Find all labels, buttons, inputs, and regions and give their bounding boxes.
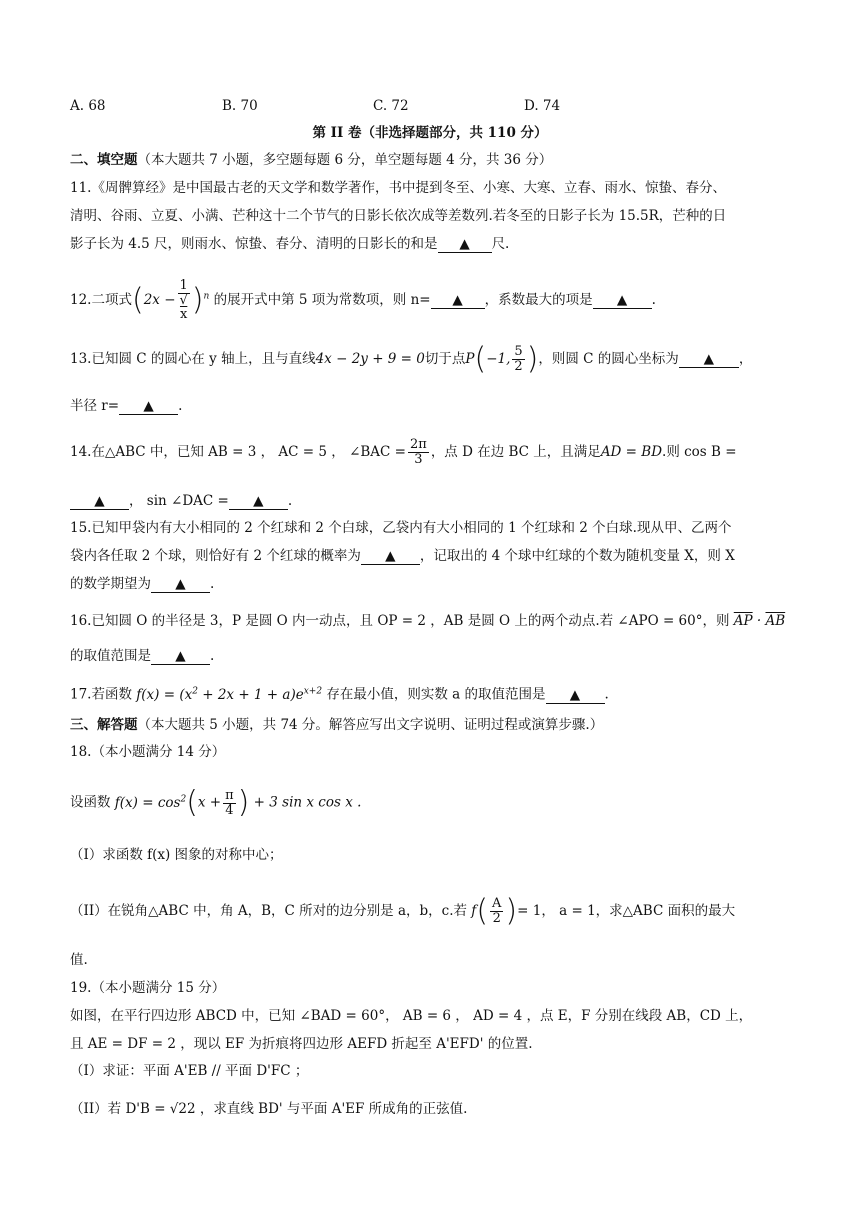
choice-d: D. 74 — [524, 98, 561, 114]
q18-fa: f — [467, 903, 477, 919]
q18-part2-end: 值. — [70, 952, 88, 968]
choice-a: A. 68 — [70, 98, 106, 114]
section2-head: 二、填空题 — [70, 152, 138, 168]
answer-blank: ▲ — [593, 292, 652, 309]
paren-right: ) — [191, 282, 204, 318]
choice-c: C. 72 — [373, 98, 409, 114]
section3-head: 三、解答题 — [70, 717, 138, 733]
q13-point-x: −1, — [486, 351, 511, 367]
q13-point: P — [465, 351, 475, 367]
q14-line1 — [70, 437, 800, 467]
paren-right: ) — [237, 785, 250, 820]
paren-left: ( — [131, 282, 144, 318]
q19-line2: 且 AE = DF = 2 ，现以 EF 为折痕将四边形 AEFD 折起至 A'EFD' 的位置. — [70, 1036, 533, 1052]
q18-part1: （I）求函数 f(x) 图象的对称中心； — [70, 847, 283, 863]
answer-blank: ▲ — [361, 548, 420, 565]
q16-vectors: $\overline{AP} \cdot \overline{AB}$ — [733, 613, 786, 629]
q12-mid: 的展开式中第 5 项为常数项，则 n= — [213, 292, 431, 308]
q18-fraction: $\frac{\pi}{4}$ — [225, 787, 234, 818]
q19-line1: 如图，在平行四边形 ABCD 中，已知 ∠BAD = 60°， AB = 6 ， AD = 4 ，点 E，F 分别在线段 AB，CD 上， — [70, 1008, 753, 1024]
q18-a-over-2: $\frac{A}{2}$ — [492, 896, 502, 926]
q16-line1 — [70, 611, 800, 631]
q18-end: + 3 sin x cos x . — [249, 794, 362, 811]
q16-l2a: 的取值范围是 — [70, 648, 151, 664]
part2-title: 第 II 卷（非选择题部分，共 110 分） — [312, 125, 548, 141]
q14-line2 — [70, 491, 800, 511]
q14-pre: 14.在△ABC 中，已知 AB = 3 ， AC = 5 ， ∠BAC = — [70, 444, 406, 460]
q12-pre: 12.二项式 — [70, 292, 132, 308]
choice-b: B. 70 — [222, 98, 258, 114]
q15-line1: 15.已知甲袋内有大小相同的 2 个红球和 2 个白球，乙袋内有大小相同的 1 个红球和 2 个白球.现从甲、乙两个 — [70, 520, 732, 536]
q13-line1 — [70, 341, 800, 377]
q18-pre: 设函数 — [70, 794, 111, 811]
q13-l2end: . — [178, 398, 183, 414]
q14-l2mid: ， sin ∠DAC = — [129, 493, 229, 509]
q17-pre: 17.若函数 — [70, 686, 132, 703]
q17-line — [70, 681, 800, 705]
paren-right: ) — [526, 341, 539, 377]
q13-fraction: $\frac{5}{2}$ — [514, 344, 523, 374]
q13-pre: 13.已知圆 C 的圆心在 y 轴上，且与直线 — [70, 351, 316, 367]
q13-l2: 半径 r= — [70, 398, 120, 414]
q13-mid2: ，则圆 C 的圆心坐标为 — [538, 351, 679, 367]
q12-line — [70, 279, 800, 322]
q13-end: ， — [738, 351, 753, 367]
q14-fraction: $\frac{2\pi}{3}$ — [409, 437, 427, 467]
q14-mid: ，点 D 在边 BC 上，且满足 — [430, 444, 601, 460]
paren-left: ( — [186, 785, 198, 820]
answer-blank: ▲ — [70, 493, 129, 510]
q16-l1: 16.已知圆 O 的半径是 3，P 是圆 O 内一动点，且 OP = 2 ，AB 是圆 O 上的两个动点.若 ∠APO = 60°，则 — [70, 613, 730, 629]
q15-l2a: 袋内各任取 2 个球，则恰好有 2 个红球的概率为 — [70, 548, 361, 564]
answer-blank: ▲ — [431, 292, 485, 309]
q18-function-line — [70, 784, 800, 818]
q12-end: . — [651, 292, 656, 308]
section3-heading — [70, 715, 800, 735]
q13-line2 — [70, 396, 800, 416]
paren-right: ) — [505, 893, 518, 929]
q15-l3a: 的数学期望为 — [70, 576, 151, 592]
q13-mid: 切于点 — [424, 351, 466, 367]
q19-part2: （II）若 D'B = √22 ，求直线 BD' 与平面 A'EF 所成角的正弦值. — [70, 1101, 468, 1117]
q14-eq: AD = BD — [600, 444, 663, 460]
q18-fx: $f(x) = \cos^2$ — [110, 794, 187, 811]
answer-blank: ▲ — [151, 648, 210, 665]
answer-blank: ▲ — [229, 493, 288, 510]
q16-line2 — [70, 646, 800, 666]
q16-l2b: . — [210, 648, 215, 664]
answer-blank: ▲ — [438, 236, 492, 253]
q11-end: 尺. — [491, 236, 510, 252]
q19-part1: （I）求证：平面 A'EB // 平面 D'FC ； — [70, 1063, 309, 1079]
q11-line1: 11.《周髀算经》是中国最古老的天文学和数学著作，书中提到冬至、小寒、大寒、立春、雨水、惊蛰、春分、 — [70, 180, 726, 196]
answer-blank: ▲ — [546, 687, 605, 704]
q12-math-2x: 2x − — [143, 292, 176, 308]
q17-end: . — [604, 686, 609, 703]
q18-x: x + — [197, 794, 222, 811]
q15-l2b: ，记取出的 4 个球中红球的个数为随机变量 X，则 X — [419, 548, 735, 564]
answer-blank: ▲ — [119, 398, 178, 415]
q11-line3 — [70, 234, 800, 254]
section3-desc: （本大题共 5 小题，共 74 分。解答应写出文字说明、证明过程或演算步骤.） — [137, 717, 604, 733]
q18-p2a: （II）在锐角△ABC 中，角 A，B，C 所对的边分别是 a，b，c.若 — [70, 903, 468, 919]
q12-fraction: 1 √ x — [179, 278, 188, 322]
answer-blank: ▲ — [679, 351, 739, 368]
section2-desc: （本大题共 7 小题，多空题每题 6 分，单空题每题 4 分，共 36 分） — [137, 152, 553, 168]
q15-l3b: . — [210, 576, 215, 592]
q13-eq: 4x − 2y + 9 = 0 — [315, 351, 425, 367]
q17-mid: 存在最小值，则实数 a 的取值范围是 — [326, 686, 546, 703]
q12-exponent-n: n — [203, 291, 210, 302]
paren-left: ( — [476, 893, 489, 929]
q15-line2 — [70, 546, 800, 566]
section2-heading — [70, 150, 800, 170]
paren-left: ( — [474, 341, 487, 377]
q12-mid2: ，系数最大的项是 — [484, 292, 593, 308]
q18-title: 18.（本小题满分 14 分） — [70, 744, 226, 760]
q18-part2 — [70, 893, 800, 929]
q18-p2b: = 1， a = 1，求△ABC 面积的最大 — [517, 903, 736, 919]
q17-function: $f(x) = (x^2 + 2x + 1 + a)e^{x+2}$ — [131, 686, 323, 703]
q15-line3 — [70, 574, 800, 594]
q11-text: 影子长为 4.5 尺，则雨水、惊蛰、春分、清明的日影长的和是 — [70, 236, 438, 252]
q11-line2: 清明、谷雨、立夏、小满、芒种这十二个节气的日影长依次成等差数列.若冬至的日影子长为 15.5R，芒种的日 — [70, 208, 727, 224]
answer-blank: ▲ — [151, 576, 210, 593]
q14-l2end: . — [287, 493, 293, 509]
q19-title: 19.（本小题满分 15 分） — [70, 980, 226, 996]
q14-mid2: .则 cos B = — [662, 444, 737, 460]
